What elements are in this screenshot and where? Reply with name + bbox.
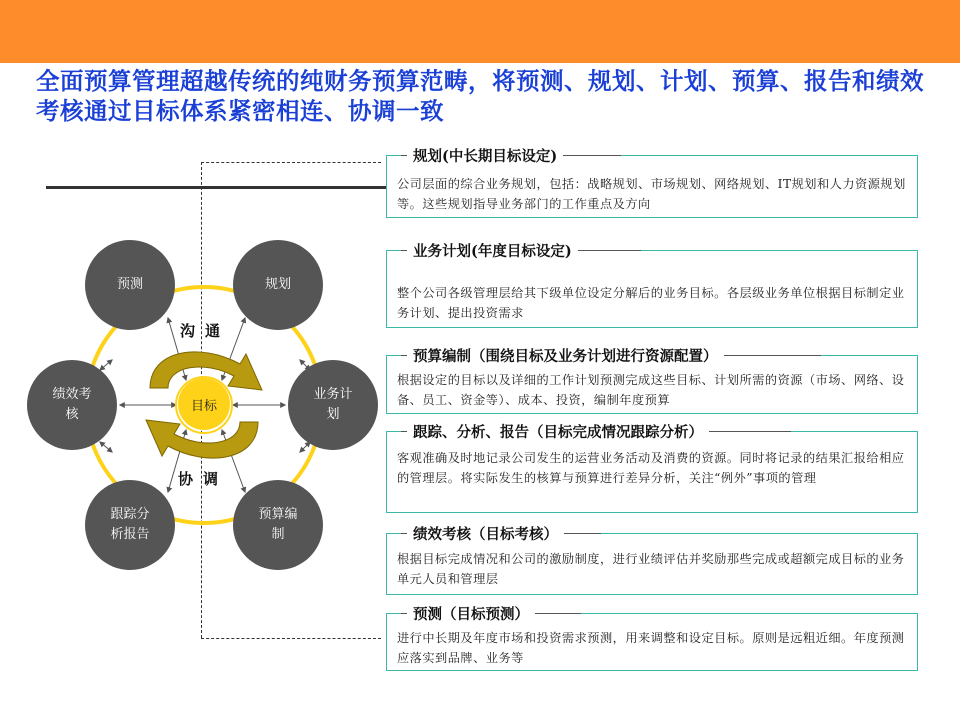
card-business-plan <box>386 243 918 328</box>
card-body: 公司层面的综合业务规划，包括：战略规划、市场规划、网络规划、IT规划和人力资源规划等。这些规划指导业务部门的工作重点及方向 <box>397 177 906 211</box>
card-body: 客观准确及时地记录公司发生的运营业务活动及消费的资源。同时将记录的结果汇报给相应的管理层。将实际发生的核算与预算进行差异分析，关注“例外”事项的管理 <box>397 451 905 485</box>
card-title: 规划(中长期目标设定) <box>407 145 563 166</box>
label-coordinate: 协调 <box>178 470 229 488</box>
dashed-connector-top <box>201 162 381 163</box>
card-body: 进行中长期及年度市场和投资需求预测，用来调整和设定目标。原则是远粗近细。年度预测应落实到品牌、业务等 <box>397 631 905 665</box>
card-title: 业务计划(年度目标设定) <box>407 240 578 261</box>
node-forecast: 预测 <box>85 240 175 330</box>
card-title: 跟踪、分析、报告（目标完成情况跟踪分析） <box>407 421 709 442</box>
page-headline: 全面预算管理超越传统的纯财务预算范畴，将预测、规划、计划、预算、报告和绩效考核通过目标体系紧密相连、协调一致 <box>36 67 924 125</box>
card-forecast <box>386 606 918 671</box>
node-planning: 规划 <box>233 240 323 330</box>
card-title: 绩效考核（目标考核） <box>407 523 564 544</box>
ring-arrow-4 <box>100 442 112 452</box>
card-tracking <box>386 424 918 513</box>
node-business-plan: 业务计划 <box>288 360 378 450</box>
node-tracking: 跟踪分析报告 <box>85 480 175 570</box>
center-target: 目标 <box>178 378 230 430</box>
card-title: 预测（目标预测） <box>407 603 535 624</box>
node-performance: 绩效考核 <box>27 360 117 450</box>
ring-arrow-3 <box>300 442 310 452</box>
top-orange-bar <box>0 0 960 63</box>
dashed-connector-bottom <box>201 638 381 639</box>
card-body: 整个公司各级管理层给其下级单位设定分解后的业务目标。各层级业务单位根据目标制定业务计划、提出投资需求 <box>397 286 905 320</box>
card-planning <box>386 148 918 218</box>
target-cycle-diagram <box>0 230 410 590</box>
card-body: 根据目标完成情况和公司的激励制度，进行业绩评估并奖励那些完成或超额完成目标的业务单元人员和管理层 <box>397 552 905 586</box>
ring-arrow-1 <box>100 360 112 370</box>
card-body: 根据设定的目标以及详细的工作计划预测完成这些目标、计划所需的资源（市场、网络、设备、员工、资金等）、成本、投资，编制年度预算 <box>397 373 905 407</box>
card-performance <box>386 526 918 595</box>
card-title: 预算编制（围绕目标及业务计划进行资源配置） <box>407 345 724 366</box>
card-budgeting <box>386 348 918 414</box>
node-budgeting: 预算编制 <box>233 480 323 570</box>
divider-line <box>46 186 386 189</box>
label-communicate: 沟通 <box>180 322 231 340</box>
